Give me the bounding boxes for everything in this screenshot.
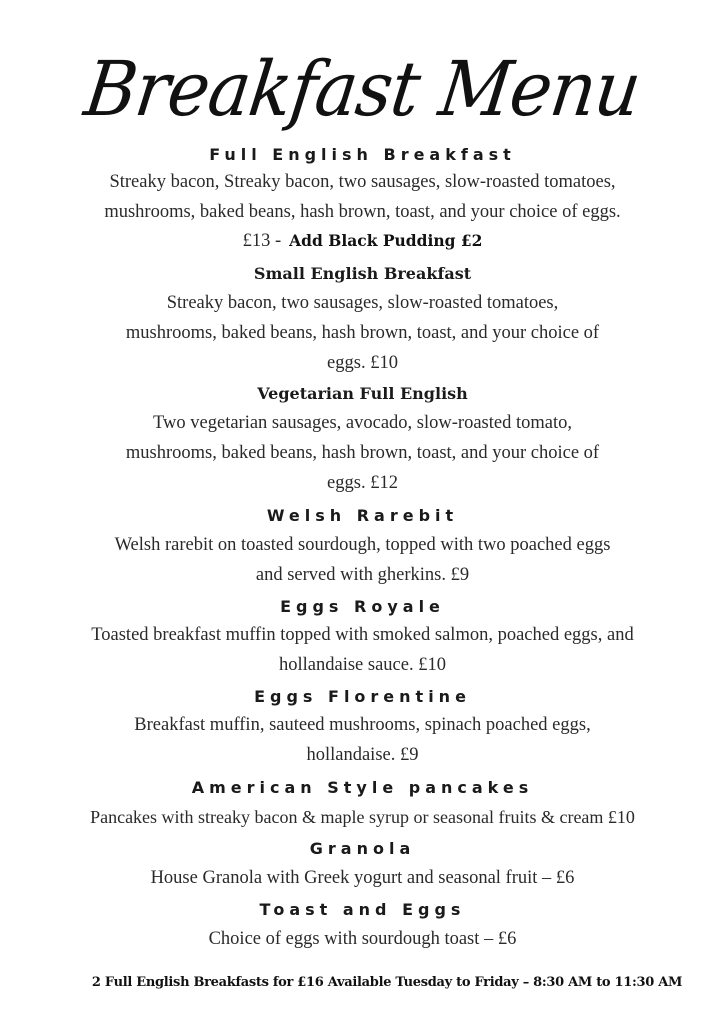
footer-offer: 2 Full English Breakfasts for £16 Available Tuesday to Friday – 8:30 AM to 11:30 AM (91, 975, 683, 990)
item-name: Small English Breakfast (253, 264, 472, 283)
item-name: Full English Breakfast (209, 145, 516, 164)
description-line: Breakfast muffin, sauteed mushrooms, spinach poached eggs, (134, 715, 591, 735)
description-line: hollandaise sauce. £10 (279, 655, 446, 675)
description-line: hollandaise. £9 (306, 745, 419, 765)
description-line: eggs. £10 (327, 353, 398, 373)
item-name: Eggs Royale (280, 597, 445, 616)
addon-black-pudding: Add Black Pudding £2 (289, 231, 483, 250)
item-name: Granola (309, 839, 416, 858)
item-description (0, 167, 725, 227)
menu-item-eggs-florentine (0, 686, 725, 770)
description-line: Two vegetarian sausages, avocado, slow-roasted tomato, (153, 413, 572, 433)
item-name: American Style pancakes (191, 778, 534, 797)
menu-item-small-english (0, 262, 725, 378)
description-line: Toasted breakfast muffin topped with smoked salmon, poached eggs, and (91, 625, 634, 645)
menu-item-american-pancakes (0, 777, 725, 832)
item-description (0, 863, 725, 893)
item-name: Vegetarian Full English (257, 384, 468, 403)
item-name: Toast and Eggs (259, 900, 466, 919)
menu-title: Breakfast Menu (79, 44, 646, 134)
item-description (0, 530, 725, 590)
item-description (0, 710, 725, 770)
description-line: Streaky bacon, Streaky bacon, two sausages, slow-roasted tomatoes, (109, 172, 616, 192)
description-line: Pancakes with streaky bacon & maple syrup or seasonal fruits & cream £10 (90, 807, 635, 827)
description-line: Choice of eggs with sourdough toast – £6 (208, 929, 517, 949)
menu-item-vegetarian-english (0, 382, 725, 498)
item-price-line (0, 227, 725, 255)
item-description (0, 924, 725, 954)
menu-item-full-english (0, 144, 725, 255)
item-price: £13 - (242, 231, 282, 251)
description-line: eggs. £12 (327, 473, 398, 493)
item-description (0, 620, 725, 680)
description-line: Streaky bacon, two sausages, slow-roasted tomatoes, (166, 293, 559, 313)
description-line: mushrooms, baked beans, hash brown, toast, and your choice of eggs. (104, 202, 621, 222)
description-line: mushrooms, baked beans, hash brown, toast, and your choice of (125, 443, 600, 463)
description-line: mushrooms, baked beans, hash brown, toast, and your choice of (125, 323, 600, 343)
description-line: and served with gherkins. £9 (255, 565, 470, 585)
item-description (0, 288, 725, 378)
item-description (0, 408, 725, 498)
description-line: Welsh rarebit on toasted sourdough, topped with two poached eggs (114, 535, 611, 555)
menu-item-eggs-royale (0, 596, 725, 680)
menu-item-welsh-rarebit (0, 505, 725, 590)
menu-item-toast-and-eggs (0, 899, 725, 954)
description-line: House Granola with Greek yogurt and seasonal fruit – £6 (150, 868, 575, 888)
item-description (0, 802, 725, 832)
item-name: Eggs Florentine (254, 687, 471, 706)
item-name: Welsh Rarebit (266, 506, 459, 525)
menu-item-granola (0, 838, 725, 893)
